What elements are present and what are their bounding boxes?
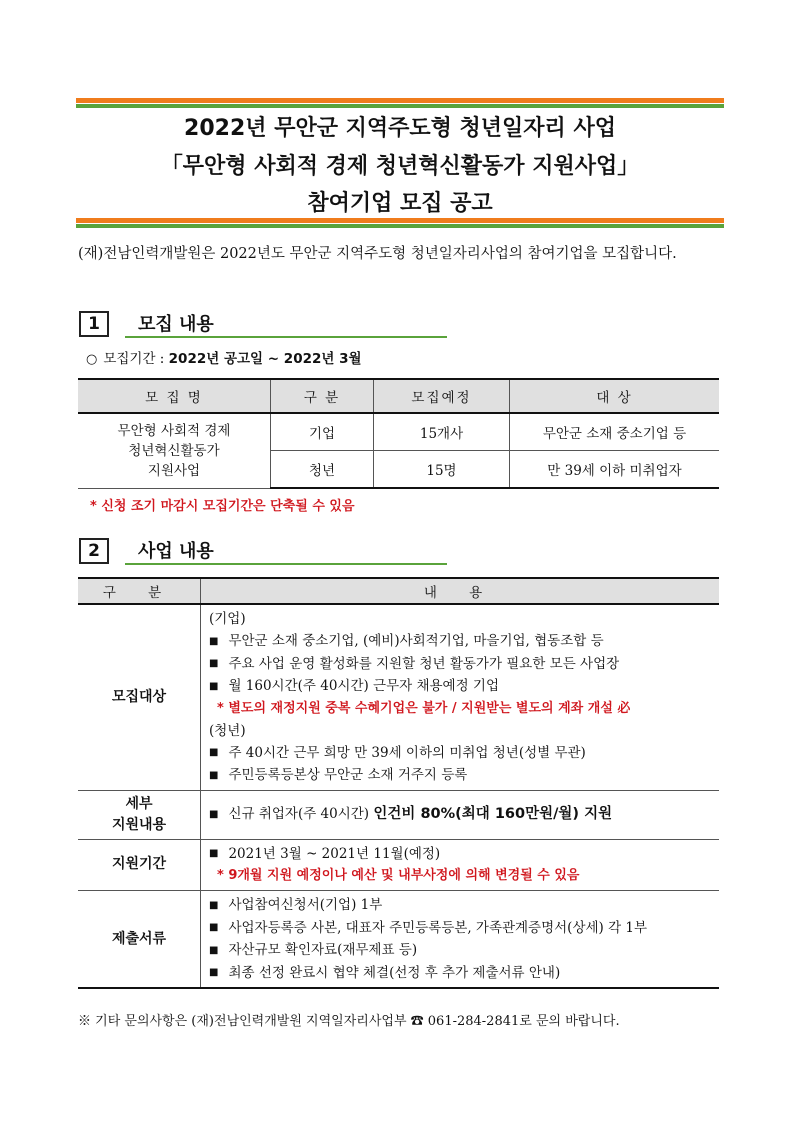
list-item [209,917,719,940]
recruit-period [86,347,362,367]
square-bullet-icon: ■ [209,680,219,692]
title-line-2: 「무안형 사회적 경제 청년혁신활동가 지원사업」 [160,154,640,179]
table-row [78,891,719,989]
type-cell: 청년 [271,451,374,489]
section2-number-box: 2 [79,538,109,564]
header-target: 대 상 [510,379,720,413]
table-row [78,839,719,891]
type-cell: 기업 [271,413,374,451]
header-top-orange-bar [76,98,724,103]
section2-underline [125,563,447,565]
label-line: 세부 [125,795,153,812]
header-count: 모집예정 [374,379,510,413]
detail-text: 신규 취업자(주 40시간) [228,806,374,823]
title-line-3: 참여기업 모집 공고 [307,191,493,216]
youth-head: (청년) [209,722,246,739]
section1-number-box: 1 [79,311,109,337]
list-item-text: 사업참여신청서(기업) 1부 [228,897,383,913]
section1-title: 모집 내용 [138,314,214,335]
program-name-cell [78,413,271,488]
section2-title: 사업 내용 [138,541,214,562]
recruit-table-header-row [78,379,719,413]
square-bullet-icon: ■ [209,944,219,956]
detail-text-bold: 인건비 80%(최대 160만원/월) 지원 [373,806,613,823]
header-top-green-bar [76,104,724,108]
count-cell: 15개사 [374,413,510,451]
footer-contact: ※ 기타 문의사항은 (재)전남인력개발원 지역일자리사업부 ☎ 061-284-2841로 문의 바랍니다. [78,1014,620,1029]
row-label-recruit: 모집대상 [78,604,201,790]
list-item [209,764,719,787]
business-table [78,577,719,989]
list-item-text: 주민등록등본상 무안군 소재 거주지 등록 [228,767,468,783]
table-row [78,604,719,790]
period-note: * 9개월 지원 예정이나 예산 및 내부사정에 의해 변경될 수 있음 [217,868,580,883]
header-type: 구 분 [271,379,374,413]
docs-content [201,891,720,989]
list-item-text: 사업자등록증 사본, 대표자 주민등록등본, 가족관계증명서(상세) 각 1부 [228,919,648,936]
header-program-name: 모 집 명 [78,379,271,413]
period-value: 2022년 공고일 ~ 2022년 3월 [168,351,362,367]
list-item-text: 월 160시간(주 40시간) 근무자 채용예정 기업 [228,678,500,694]
square-bullet-icon: ■ [209,769,219,781]
list-item [209,803,719,826]
list-item [209,894,719,917]
period-content [201,839,720,891]
company-head: (기업) [209,611,246,627]
section1-underline [125,336,447,338]
target-cell: 만 39세 이하 미취업자 [510,451,720,489]
list-item-text: 주요 사업 운영 활성화를 지원할 청년 활동가가 필요한 모든 사업장 [228,655,620,672]
row-label-period: 지원기간 [78,839,201,891]
recruit-table [78,378,719,489]
square-bullet-icon: ■ [209,899,219,911]
title-line-1: 2022년 무안군 지역주도형 청년일자리 사업 [184,116,616,141]
square-bullet-icon: ■ [209,808,219,820]
square-bullet-icon: ■ [209,635,219,647]
square-bullet-icon: ■ [209,848,219,859]
circle-bullet-icon: ○ [86,352,98,367]
list-item [209,742,719,765]
target-cell: 무안군 소재 중소기업 등 [510,413,720,451]
square-bullet-icon: ■ [209,967,219,978]
list-item [209,653,719,676]
row-label-detail [78,790,201,839]
table-row [78,790,719,839]
header-content: 내 용 [201,578,720,604]
program-name-line: 무안형 사회적 경제 [117,422,231,439]
program-name-line: 지원사업 [147,462,201,479]
list-item [209,962,719,985]
label-line: 지원내용 [111,816,167,833]
business-table-header-row [78,578,719,604]
list-item [209,675,719,698]
header-bottom-orange-bar [76,218,724,223]
square-bullet-icon: ■ [209,658,219,669]
square-bullet-icon: ■ [209,747,219,758]
header-bottom-green-bar [76,224,724,228]
recruit-content [201,604,720,790]
row-label-docs: 제출서류 [78,891,201,989]
list-item [209,630,719,653]
list-item-text: 최종 선정 완료시 협약 체결(선정 후 추가 제출서류 안내) [228,964,561,981]
early-close-note: * 신청 조기 마감시 모집기간은 단축될 수 있음 [90,499,355,514]
list-item-text: 자산규모 확인자료(재무제표 등) [228,942,418,958]
detail-content [201,790,720,839]
intro-paragraph: (재)전남인력개발원은 2022년도 무안군 지역주도형 청년일자리사업의 참여기업을 모집합니다. [78,246,677,262]
count-cell: 15명 [374,451,510,489]
program-name-line: 청년혁신활동가 [128,442,220,459]
company-note: * 별도의 재정지원 중복 수혜기업은 불가 / 지원받는 별도의 계좌 개설 必 [217,700,631,716]
list-item [209,939,719,962]
period-label: 모집기간 : [103,351,165,367]
list-item-text: 무안군 소재 중소기업, (예비)사회적기업, 마을기업, 협동조합 등 [228,633,604,649]
square-bullet-icon: ■ [209,922,219,933]
list-item-text: 2021년 3월 ~ 2021년 11월(예정) [228,845,441,862]
table-row [78,413,719,451]
list-item [209,843,719,866]
list-item-text: 주 40시간 근무 희망 만 39세 이하의 미취업 청년(성별 무관) [228,744,586,761]
header-category: 구 분 [78,578,201,604]
